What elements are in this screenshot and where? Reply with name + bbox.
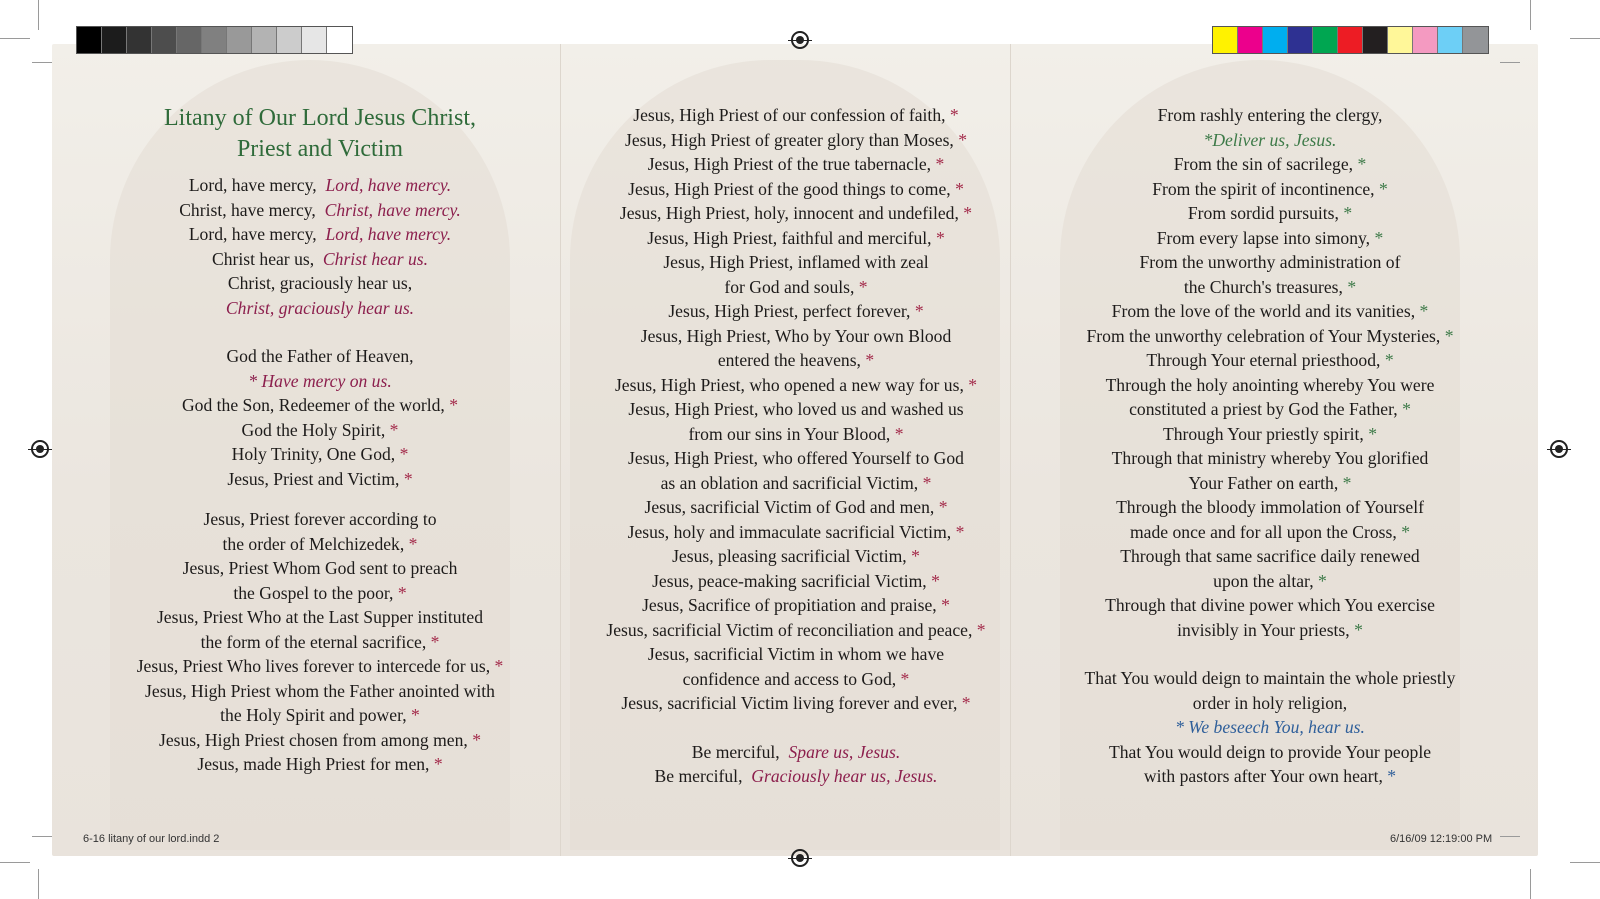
- asterisk-mark: *: [938, 497, 948, 517]
- invocation-line: confidence and access to God, *: [682, 668, 910, 689]
- invocation-line: Jesus, High Priest, who offered Yourself to God: [628, 448, 964, 468]
- color-swatch: [1213, 27, 1238, 53]
- invocation-line: From rashly entering the clergy,: [1157, 105, 1383, 125]
- color-swatch: [327, 27, 352, 53]
- panel-divider-left: [560, 44, 561, 856]
- color-swatch: [102, 27, 127, 53]
- crop-mark: [38, 869, 39, 899]
- response-text: Lord, have mercy.: [325, 224, 452, 244]
- litany-title: [110, 103, 530, 165]
- response-text: Christ hear us.: [322, 248, 429, 269]
- asterisk-mark: *: [976, 619, 986, 640]
- title-line: Priest and Victim: [236, 136, 404, 162]
- invocation-line: Jesus, Priest Who lives forever to intercede for us, *: [136, 656, 504, 676]
- invocation-line: Jesus, High Priest of the true tabernacle, *: [647, 154, 945, 174]
- asterisk-mark: *: [472, 729, 482, 750]
- response-text: Lord, have mercy.: [325, 175, 452, 195]
- invocation-line: Jesus, sacrificial Victim living forever and ever, *: [621, 693, 971, 713]
- asterisk-mark: *: [408, 533, 418, 554]
- asterisk-mark: *: [955, 178, 964, 199]
- response-line: * Have mercy on us.: [248, 370, 392, 391]
- response-text: Spare us, Jesus.: [788, 741, 901, 762]
- invocation-line: the Holy Spirit and power, *: [220, 705, 420, 725]
- color-swatch: [77, 27, 102, 53]
- asterisk-mark: *: [936, 227, 945, 248]
- invocation-line: Jesus, pleasing sacrificial Victim, *: [672, 546, 920, 566]
- color-swatch: [1363, 27, 1388, 53]
- asterisk-mark: *: [914, 301, 924, 321]
- asterisk-mark: *: [430, 631, 440, 652]
- asterisk-mark: *: [1402, 399, 1411, 419]
- merciful-invocations: [586, 740, 1006, 789]
- invocation-line: That You would deign to provide Your people: [1108, 741, 1432, 762]
- invocation-line: Be merciful, Graciously hear us, Jesus.: [654, 766, 938, 786]
- asterisk-mark: *: [858, 276, 868, 297]
- invocation-line: From the love of the world and its vanities, *: [1111, 301, 1429, 321]
- asterisk-mark: *: [949, 105, 959, 125]
- invocation-line: for God and souls, *: [724, 276, 868, 297]
- litany-column-left: [110, 103, 530, 777]
- invocation-line: From every lapse into simony, *: [1156, 227, 1384, 248]
- crop-mark: [1530, 0, 1531, 30]
- crop-mark: [1570, 862, 1600, 863]
- color-swatch: [152, 27, 177, 53]
- response-text: Christ, graciously hear us.: [225, 297, 415, 318]
- registration-mark-left-icon: [31, 440, 49, 458]
- color-swatch: [127, 27, 152, 53]
- asterisk-mark: *: [1357, 154, 1367, 174]
- invocation-line: Jesus, High Priest of greater glory than Moses, *: [624, 129, 968, 150]
- invocation-line: Jesus, peace-making sacrificial Victim, *: [652, 570, 940, 591]
- invocation-line: Jesus, sacrificial Victim of God and men, *: [644, 497, 948, 517]
- asterisk-mark: *: [1347, 276, 1357, 297]
- crop-mark: [32, 62, 52, 63]
- invocation-line: Through that divine power which You exercise: [1105, 595, 1435, 615]
- crop-mark: [1500, 836, 1520, 837]
- invocation-line: Jesus, sacrificial Victim of reconciliation and peace, *: [606, 619, 986, 640]
- high-priest-invocations: [586, 103, 1006, 716]
- deliverance-invocations: [1060, 152, 1480, 642]
- date-slug: 6/16/09 12:19:00 PM: [1390, 833, 1493, 845]
- crop-mark: [32, 836, 52, 837]
- asterisk-mark: *: [397, 582, 407, 603]
- asterisk-mark: *: [931, 570, 940, 591]
- invocation-line: Your Father on earth, *: [1188, 472, 1352, 493]
- crop-mark: [0, 38, 30, 39]
- asterisk-mark: *: [1374, 227, 1384, 248]
- invocation-line: From the spirit of incontinence, *: [1152, 178, 1388, 199]
- invocation-line: Jesus, made High Priest for men, *: [197, 754, 443, 774]
- invocation-line: entered the heavens, *: [717, 350, 875, 370]
- asterisk-mark: *: [399, 444, 409, 464]
- invocation-line: Through the bloody immolation of Yourself: [1116, 497, 1424, 517]
- invocation-line: the form of the eternal sacrifice, *: [200, 631, 440, 652]
- asterisk-mark: *: [449, 395, 459, 415]
- asterisk-mark: *: [922, 472, 932, 493]
- invocation-line: the Church's treasures, *: [1183, 276, 1357, 297]
- invocation-line: Jesus, holy and immaculate sacrificial Victim, *: [627, 521, 965, 542]
- invocation-line: Jesus, High Priest of our confession of faith, *: [633, 105, 959, 125]
- invocation-line: upon the altar, *: [1213, 570, 1327, 591]
- color-swatch: [177, 27, 202, 53]
- invocation-line: Jesus, High Priest of the good things to come, *: [628, 178, 964, 199]
- color-swatch: [1413, 27, 1438, 53]
- invocation-line: Jesus, Sacrifice of propitiation and praise, *: [642, 595, 950, 615]
- asterisk-mark: *: [968, 374, 978, 395]
- invocation-line: constituted a priest by God the Father, *: [1129, 399, 1411, 419]
- asterisk-mark: *: [941, 595, 950, 615]
- invocation-line: God the Father of Heaven,: [226, 346, 414, 366]
- invocation-line: Jesus, sacrificial Victim in whom we have: [647, 644, 945, 664]
- color-swatch: [227, 27, 252, 53]
- color-swatch: [277, 27, 302, 53]
- color-swatch: [1263, 27, 1288, 53]
- response-line: * We beseech You, hear us.: [1175, 717, 1365, 737]
- invocation-line: Lord, have mercy, Lord, have mercy.: [188, 175, 452, 195]
- invocation-line: Jesus, High Priest, holy, innocent and undefiled, *: [619, 203, 973, 223]
- invocation-line: From the unworthy administration of: [1139, 252, 1401, 272]
- litany-column-right: [1060, 103, 1480, 789]
- crop-mark: [1500, 62, 1520, 63]
- file-slug: 6-16 litany of our lord.indd 2: [83, 833, 220, 845]
- invocation-line: Jesus, High Priest, who opened a new way for us, *: [614, 374, 978, 395]
- asterisk-mark: *: [963, 203, 973, 223]
- response-text: Christ, have mercy.: [324, 199, 461, 220]
- invocation-line: as an oblation and sacrificial Victim, *: [660, 472, 932, 493]
- invocation-line: Jesus, High Priest, Who by Your own Blood: [640, 325, 952, 346]
- asterisk-mark: *: [935, 154, 945, 174]
- invocation-line: Lord, have mercy, Lord, have mercy.: [188, 224, 452, 244]
- invocation-line: Through that ministry whereby You glorified: [1111, 448, 1429, 468]
- invocation-line: Christ, graciously hear us,: [227, 273, 413, 293]
- crop-mark: [1570, 38, 1600, 39]
- registration-mark-top-icon: [791, 31, 809, 49]
- invocation-line: That You would deign to maintain the whole priestly: [1084, 668, 1456, 688]
- asterisk-mark: *: [389, 419, 399, 440]
- color-swatch: [1288, 27, 1313, 53]
- invocation-line: God the Holy Spirit, *: [241, 419, 399, 440]
- asterisk-mark: *: [1419, 301, 1429, 321]
- invocation-line: God the Son, Redeemer of the world, *: [181, 395, 459, 415]
- invocation-line: order in holy religion,: [1192, 692, 1348, 713]
- invocation-line: Christ, have mercy, Christ, have mercy.: [179, 199, 461, 220]
- invocation-line: Jesus, High Priest, faithful and merciful, *: [647, 227, 945, 248]
- asterisk-mark: *: [1343, 203, 1353, 223]
- invocation-line: the Gospel to the poor, *: [233, 582, 407, 603]
- invocation-line: [110, 296, 530, 321]
- title-line: Litany of Our Lord Jesus Christ,: [164, 105, 476, 131]
- color-swatch: [202, 27, 227, 53]
- invocation-line: Jesus, High Priest whom the Father anointed with: [145, 680, 495, 701]
- color-swatch: [1338, 27, 1363, 53]
- invocation-line: From the unworthy celebration of Your Mysteries, *: [1086, 325, 1454, 346]
- asterisk-mark: *: [1368, 423, 1378, 444]
- invocation-line: Christ hear us, Christ hear us.: [211, 248, 429, 269]
- invocation-line: Through that same sacrifice daily renewed: [1120, 546, 1420, 566]
- asterisk-mark: *: [1378, 178, 1388, 199]
- asterisk-mark: *: [1342, 472, 1352, 493]
- asterisk-mark: *: [433, 754, 443, 774]
- invocation-line: From the sin of sacrilege, *: [1173, 154, 1367, 174]
- invocation-line: from our sins in Your Blood, *: [688, 423, 904, 444]
- process-color-bar: [1212, 26, 1489, 54]
- color-swatch: [1313, 27, 1338, 53]
- color-swatch: [1463, 27, 1488, 53]
- invocation-line: Jesus, Priest forever according to: [203, 509, 437, 529]
- invocation-line: Through Your priestly spirit, *: [1162, 423, 1378, 444]
- color-swatch: [302, 27, 327, 53]
- crop-mark: [1530, 869, 1531, 899]
- response-line: *Deliver us, Jesus.: [1203, 129, 1337, 150]
- asterisk-mark: *: [1318, 570, 1327, 591]
- color-swatch: [1388, 27, 1413, 53]
- asterisk-mark: *: [958, 129, 968, 150]
- invocation-line: invisibly in Your priests, *: [1177, 619, 1363, 640]
- asterisk-mark: *: [1401, 521, 1410, 542]
- panel-divider-right: [1010, 44, 1011, 856]
- registration-mark-bottom-icon: [791, 849, 809, 867]
- asterisk-mark: *: [411, 705, 420, 725]
- invocation-line: the order of Melchizedek, *: [222, 533, 418, 554]
- asterisk-mark: *: [955, 521, 965, 542]
- invocation-line: Through the holy anointing whereby You were: [1105, 374, 1435, 395]
- trinity-invocations: [110, 393, 530, 491]
- asterisk-mark: *: [961, 693, 971, 713]
- asterisk-mark: *: [1384, 350, 1394, 370]
- asterisk-mark: *: [911, 546, 920, 566]
- asterisk-mark: *: [1444, 325, 1454, 346]
- asterisk-mark: *: [894, 423, 904, 444]
- color-swatch: [1438, 27, 1463, 53]
- asterisk-mark: *: [494, 656, 504, 676]
- litany-column-middle: [586, 103, 1006, 789]
- invocation-line: Holy Trinity, One God, *: [231, 444, 409, 464]
- opening-invocations: [110, 173, 530, 320]
- asterisk-mark: *: [865, 350, 875, 370]
- invocation-line: Be merciful, Spare us, Jesus.: [691, 741, 901, 762]
- invocation-line: made once and for all upon the Cross, *: [1130, 521, 1410, 542]
- invocation-line: Jesus, High Priest chosen from among men, *: [158, 729, 482, 750]
- crop-mark: [38, 0, 39, 30]
- invocation-line: Jesus, High Priest, perfect forever, *: [668, 301, 924, 321]
- response-text: Graciously hear us, Jesus.: [751, 766, 938, 786]
- grayscale-color-bar: [76, 26, 353, 54]
- priest-invocations: [110, 507, 530, 777]
- invocation-line: Jesus, Priest and Victim, *: [227, 468, 413, 489]
- invocation-line: Jesus, High Priest, inflamed with zeal: [663, 252, 929, 272]
- registration-mark-right-icon: [1550, 440, 1568, 458]
- invocation-line: Jesus, Priest Who at the Last Supper instituted: [156, 607, 484, 627]
- asterisk-mark: *: [900, 668, 910, 689]
- invocation-line: with pastors after Your own heart, *: [1143, 766, 1397, 786]
- invocation-line: Jesus, High Priest, who loved us and washed us: [628, 399, 964, 419]
- color-swatch: [252, 27, 277, 53]
- asterisk-mark: *: [403, 468, 413, 489]
- invocation-line: Jesus, Priest Whom God sent to preach: [182, 558, 458, 578]
- invocation-line: From sordid pursuits, *: [1187, 203, 1353, 223]
- crop-mark: [0, 862, 30, 863]
- color-swatch: [1238, 27, 1263, 53]
- asterisk-mark: *: [1354, 619, 1363, 640]
- invocation-line: Through Your eternal priesthood, *: [1146, 350, 1394, 370]
